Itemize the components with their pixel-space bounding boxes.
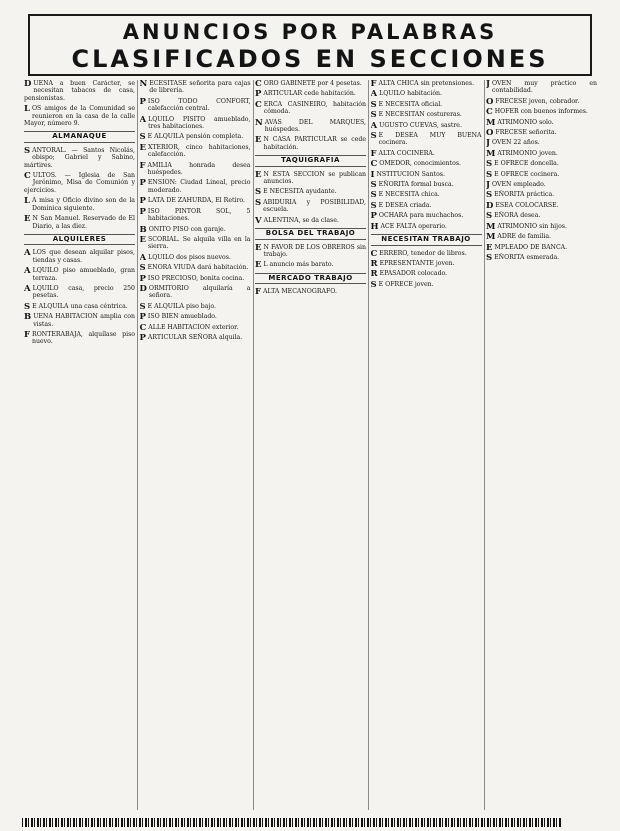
ad-text: ALENTINA, se da clase. (263, 216, 339, 224)
classified-ad (24, 303, 135, 310)
ad-text: E NECESITA ayudante. (263, 188, 337, 196)
ad-initial: S (370, 200, 377, 211)
ad-initial: S (370, 110, 377, 121)
ad-initial: S (255, 197, 262, 208)
ad-initial: R (370, 258, 378, 269)
classified-ad (255, 101, 366, 116)
ad-initial: S (486, 211, 493, 222)
classified-ad (370, 190, 482, 201)
ad-initial: R (370, 269, 378, 280)
ad-text: ANTORAL. — Santos Nicolás, obispo; Gabriel y Sabino, mártires. (24, 146, 135, 169)
ad-initial: J (486, 80, 491, 89)
ad-initial: A (24, 266, 31, 277)
column-divider (137, 80, 138, 810)
classified-ad (139, 196, 251, 207)
ad-initial: L (24, 196, 30, 207)
ad-initial: I (370, 169, 375, 180)
ad-text: ENSION: Ciudad Lineal, precio moderado. (147, 179, 251, 194)
classified-ad (140, 275, 251, 282)
ad-text: ONITO PISO con garaje. (148, 225, 226, 233)
ad-text: LQUILO piso amueblado, gran terraza. (32, 267, 135, 282)
ad-initial: C (255, 99, 262, 110)
ad-text: ULTOS. — Iglesia de San Jerónimo, Misa de Comunión y ejercicios. (24, 172, 135, 194)
classified-ad (370, 180, 482, 191)
ad-text: OMEDOR, conocimientos. (379, 160, 462, 168)
classified-ad (255, 244, 366, 259)
classified-ad (24, 285, 135, 300)
ad-text: EÑORITA esmerada. (494, 253, 560, 261)
classified-ad (371, 171, 482, 178)
ad-initial: E (255, 242, 262, 253)
ad-initial: A (139, 114, 147, 125)
ad-initial: D (139, 283, 147, 294)
ad-initial: S (139, 132, 146, 143)
classified-ad (255, 89, 366, 100)
classified-ad (140, 162, 251, 177)
classified-ad (371, 223, 482, 230)
ad-initial: P (139, 332, 146, 343)
ad-initial: P (139, 312, 146, 323)
column-divider (484, 80, 485, 810)
classified-ad (24, 80, 135, 102)
ad-text: XTERIOR, cinco habitaciones, calefacción. (147, 143, 251, 159)
ad-text: N CASA PARTICULAR se cede habitación. (263, 136, 366, 151)
ad-text: ORO GABINETE por 4 pesetas. (263, 80, 362, 87)
ad-initial: S (370, 190, 377, 201)
ad-initial: E (255, 169, 262, 180)
ad-initial: N (139, 80, 148, 89)
classified-ad (371, 122, 482, 129)
ad-initial: E (486, 242, 493, 253)
ad-initial: C (370, 159, 378, 170)
ad-initial: P (370, 211, 377, 222)
ad-initial: P (255, 89, 262, 100)
ad-text: LATA DE ZAHURDA, El Retiro. (147, 197, 246, 205)
ad-initial: F (370, 148, 377, 159)
ad-text: ADRE de familia. (497, 233, 552, 241)
classified-columns (24, 80, 597, 810)
ad-initial: B (139, 224, 147, 235)
ad-initial: D (24, 80, 32, 89)
ad-text: UEÑA a buen Carácter, se necesitan tabacos de casa, pensionistas. (24, 80, 135, 102)
ad-text: LQUILO PISITO amueblado, tres habitaciones. (148, 115, 251, 131)
ad-text: ERCA CASINEIRO, habitación cómoda. (263, 100, 366, 116)
masthead (28, 14, 592, 76)
ad-initial: P (139, 273, 146, 284)
column-1 (24, 80, 135, 810)
classified-ad (255, 136, 366, 151)
classified-ad (140, 98, 251, 113)
ad-text: ALLE HABITACION exterior. (148, 323, 239, 331)
ad-text: E OFRECE doncella. (494, 160, 559, 168)
classified-ad (486, 128, 597, 139)
ad-text: EPRESENTANTE joven. (379, 259, 455, 267)
ad-initial: V (255, 215, 262, 226)
classified-ad (370, 89, 482, 100)
classified-ad (371, 202, 482, 209)
ad-text: N FAVOR DE LOS OBREROS sin trabajo. (263, 243, 366, 258)
ad-initial: M (486, 117, 496, 128)
section-heading: MERCADO TRABAJO (255, 273, 366, 284)
classified-ad (371, 281, 482, 288)
ad-initial: C (24, 171, 31, 182)
ad-initial: F (139, 160, 146, 171)
ad-text: E ALQUILA pensión completa. (147, 133, 244, 141)
ad-text: N San Manuel. Reservado de El Diario, a las diez. (32, 215, 135, 230)
ad-initial: S (486, 169, 493, 180)
ad-text: AVAS DEL MARQUES, huéspedes. (264, 118, 366, 134)
classified-ad (140, 116, 251, 131)
ad-initial: E (24, 214, 31, 225)
classified-ad (486, 138, 597, 149)
ad-text: ORMITORIO alquilaría a señora. (148, 284, 251, 300)
classified-ad (255, 217, 366, 224)
classified-ad (486, 180, 597, 191)
classified-ad (24, 313, 135, 328)
ad-initial: E (139, 142, 146, 153)
ad-text: ISO TODO CONFORT, calefacción central. (147, 97, 251, 113)
ad-text: E NECESITAN costureras. (378, 111, 462, 119)
ad-text: OS amigos de la Comunidad se reunieron en la casa de la calle Mayor, número 9. (24, 105, 135, 128)
classified-ad (486, 244, 597, 251)
ad-text: ALTA COCINERA. (378, 149, 435, 157)
ad-text: NSTITUCION Santos. (376, 170, 445, 178)
classified-ad (24, 249, 135, 264)
ad-text: MPLEADO DE BANCA. (494, 243, 568, 251)
ad-initial: O (486, 128, 494, 139)
classified-ad (24, 215, 135, 230)
ad-text: EÑORITA práctica. (494, 191, 555, 199)
ad-initial: P (139, 96, 146, 107)
classified-ad (486, 223, 597, 230)
classified-ad (486, 80, 597, 95)
ad-initial: S (486, 159, 493, 170)
ad-text: EPASADOR colocado. (379, 270, 448, 278)
classified-ad (24, 267, 135, 282)
section-heading: TAQUIGRAFIA (255, 155, 366, 166)
ad-initial: F (24, 329, 31, 340)
ad-initial: S (370, 99, 377, 110)
ad-initial: C (255, 80, 262, 89)
ad-initial: M (486, 232, 496, 243)
classified-ad (486, 254, 597, 261)
ad-text: E DESEA criada. (378, 201, 432, 209)
classified-ad (486, 150, 597, 157)
classified-ad (140, 324, 251, 331)
classified-ad (370, 269, 482, 280)
column-4 (371, 80, 482, 810)
ad-initial: E (139, 234, 146, 245)
classified-ad (486, 190, 597, 201)
ad-text: ENORA VIUDA dará habitación. (147, 264, 249, 272)
ad-initial: D (486, 200, 494, 211)
ad-text: L anuncio más barato. (263, 261, 334, 269)
ad-initial: C (486, 107, 493, 118)
classified-ad (24, 172, 135, 194)
ad-initial: M (486, 221, 496, 232)
ad-initial: M (486, 148, 496, 159)
column-divider (368, 80, 369, 810)
ad-text: SCORIAL. Se alquila villa en la sierra. (147, 235, 251, 251)
classified-ad (140, 285, 251, 300)
column-2 (140, 80, 251, 810)
ad-text: ALTA MECANOGRAFO. (263, 288, 337, 296)
ad-text: ATRIMONIO sin hijos. (497, 222, 567, 230)
ad-text: ERRERO, tenedor de libros. (379, 249, 467, 257)
classified-ad (486, 98, 597, 105)
classified-ad (140, 303, 251, 310)
classified-ad (139, 132, 251, 143)
ad-initial: H (370, 221, 379, 232)
ad-initial: S (255, 187, 262, 198)
classified-ad (24, 147, 135, 169)
ad-text: OVEN muy práctico en contabilidad. (492, 80, 597, 95)
ad-text: UGUSTO CUEVAS, sastre. (379, 121, 462, 129)
section-heading: BOLSA DEL TRABAJO (255, 228, 366, 239)
classified-ad (486, 159, 597, 170)
ad-initial: S (486, 252, 493, 263)
classified-ad (255, 260, 366, 271)
ad-initial: A (139, 252, 147, 263)
classified-ad (371, 101, 482, 108)
ad-initial: S (24, 145, 31, 156)
masthead-title-line2: CLASIFICADOS EN SECCIONES (71, 45, 549, 73)
classified-ad (140, 144, 251, 159)
classified-ad (139, 312, 251, 323)
column-3 (255, 80, 366, 810)
classified-ad (371, 150, 482, 157)
ad-text: OVEN 22 años. (492, 139, 540, 147)
ad-initial: S (139, 301, 146, 312)
classified-ad (140, 80, 251, 95)
classified-ad (371, 132, 482, 147)
ad-text: E ALQUILA piso bajo. (147, 302, 216, 310)
classified-ad (140, 179, 251, 194)
ad-text: ECESITASE señorita para cajas de librería. (149, 80, 251, 95)
ad-text: ISO PRECIOSO, bonita cocina. (147, 274, 245, 282)
classified-ad (371, 260, 482, 267)
ad-text: E OFRECE cocinera. (494, 170, 560, 178)
classified-ad (486, 211, 597, 222)
ad-initial: J (486, 180, 491, 191)
masthead-title-line1: ANUNCIOS POR PALABRAS (122, 20, 498, 44)
ad-initial: N (255, 117, 263, 128)
ad-initial: L (24, 104, 30, 115)
ad-initial: S (370, 180, 377, 191)
classified-ad (139, 263, 251, 274)
ad-initial: J (486, 138, 491, 149)
ad-initial: S (370, 279, 377, 290)
page-barcode (22, 818, 562, 827)
ad-initial: S (486, 190, 493, 201)
classified-ad (486, 119, 597, 126)
classified-ad (140, 208, 251, 223)
classified-ad (486, 202, 597, 209)
classified-ad (486, 107, 597, 118)
ad-text: EÑORITA formal busca. (378, 181, 454, 189)
ad-initial: S (24, 301, 31, 312)
ad-text: ATRIMONIO joven. (497, 149, 558, 157)
ad-text: N ESTA SECCION se publican anuncios. (263, 170, 366, 186)
ad-text: ISO BIEN amueblado. (147, 313, 217, 321)
ad-text: LOS que desean alquilar pisos, tiendas y casas. (32, 249, 135, 264)
ad-initial: S (370, 131, 377, 142)
classified-ad (370, 159, 482, 170)
ad-initial: A (370, 120, 378, 131)
classified-ad (140, 236, 251, 251)
ad-initial: P (139, 196, 146, 207)
ad-text: ACE FALTA operario. (380, 222, 447, 230)
classified-ad (140, 334, 251, 341)
classified-ad (255, 80, 366, 87)
ad-initial: A (370, 89, 378, 100)
classified-ad (255, 199, 366, 214)
classified-ad (255, 287, 366, 298)
ad-text: LQUILO dos pisos nuevos. (148, 253, 231, 261)
classified-ad (24, 105, 135, 127)
ad-initial: F (370, 80, 377, 89)
classified-ad (24, 197, 135, 212)
ad-text: AMILIA honrada desea huéspedes. (147, 161, 251, 177)
column-5 (486, 80, 597, 810)
ad-text: FRECESE señorita. (495, 129, 557, 137)
ad-text: ARTICULAR cede habitación. (263, 90, 356, 98)
classified-ad (255, 119, 366, 134)
classified-ad (140, 226, 251, 233)
ad-initial: P (139, 206, 146, 217)
ad-text: FRECESE joven, cobrador. (495, 97, 580, 105)
column-divider (253, 80, 254, 810)
ad-text: LQUILO casa, precio 250 pesetas. (32, 284, 135, 300)
ad-initial: F (255, 287, 262, 298)
ad-text: OCHARA para muchachos. (378, 212, 464, 220)
ad-text: LQUILO habitación. (379, 90, 443, 98)
ad-text: E ALQUILA una casa céntrica. (32, 302, 128, 310)
ad-text: RONTERABAJA, alquílase piso nuevo. (32, 330, 135, 346)
ad-initial: A (24, 283, 31, 294)
ad-text: A misa y Oficio divino son de la Dominica siguiente. (31, 197, 135, 212)
ad-text: E DESEA MUY BUENA cocinera. (378, 132, 482, 147)
classified-ad (371, 250, 482, 257)
ad-text: ARTICULAR SEÑORA alquila. (147, 333, 243, 341)
section-heading: NECESITAN TRABAJO (371, 234, 482, 245)
section-heading: ALMANAQUE (24, 131, 135, 142)
ad-text: ATRIMONIO solo. (497, 118, 554, 126)
classified-ad (371, 80, 482, 87)
ad-text: EÑORA desea. (494, 212, 541, 220)
ad-text: OVEN empleado. (492, 181, 546, 189)
ad-text: ABIDURIA y POSIBILIDAD, escuela. (263, 198, 366, 214)
ad-text: E OFRECE joven. (378, 280, 434, 288)
ad-initial: C (370, 248, 378, 259)
ad-text: UENA HABITACION amplia con vistas. (33, 313, 135, 328)
ad-text: ESEA COLOCARSE. (495, 201, 559, 209)
section-heading: ALQUILERES (24, 234, 135, 245)
classified-ad (486, 232, 597, 243)
ad-text: E NECESITA chica. (378, 191, 440, 199)
classified-ad (140, 254, 251, 261)
classified-ad (255, 171, 366, 186)
ad-text: E NECESITA oficial. (378, 100, 443, 108)
ad-text: ISO PINTOR SOL, 5 habitaciones. (147, 207, 251, 223)
ad-initial: O (486, 96, 494, 107)
classified-ad (24, 331, 135, 346)
ad-text: ALTA CHICA sin pretensiones. (378, 80, 475, 87)
classified-ad (486, 171, 597, 178)
classified-ad (370, 110, 482, 121)
ad-initial: B (24, 312, 32, 323)
ad-initial: E (255, 260, 262, 271)
ad-initial: C (139, 322, 147, 333)
ad-initial: S (139, 263, 146, 274)
ad-text: HOFER con buenos informes. (494, 108, 588, 116)
ad-initial: A (24, 248, 31, 259)
ad-initial: P (139, 178, 146, 189)
classified-ad (255, 187, 366, 198)
classified-ad (370, 211, 482, 222)
ad-initial: E (255, 135, 262, 146)
